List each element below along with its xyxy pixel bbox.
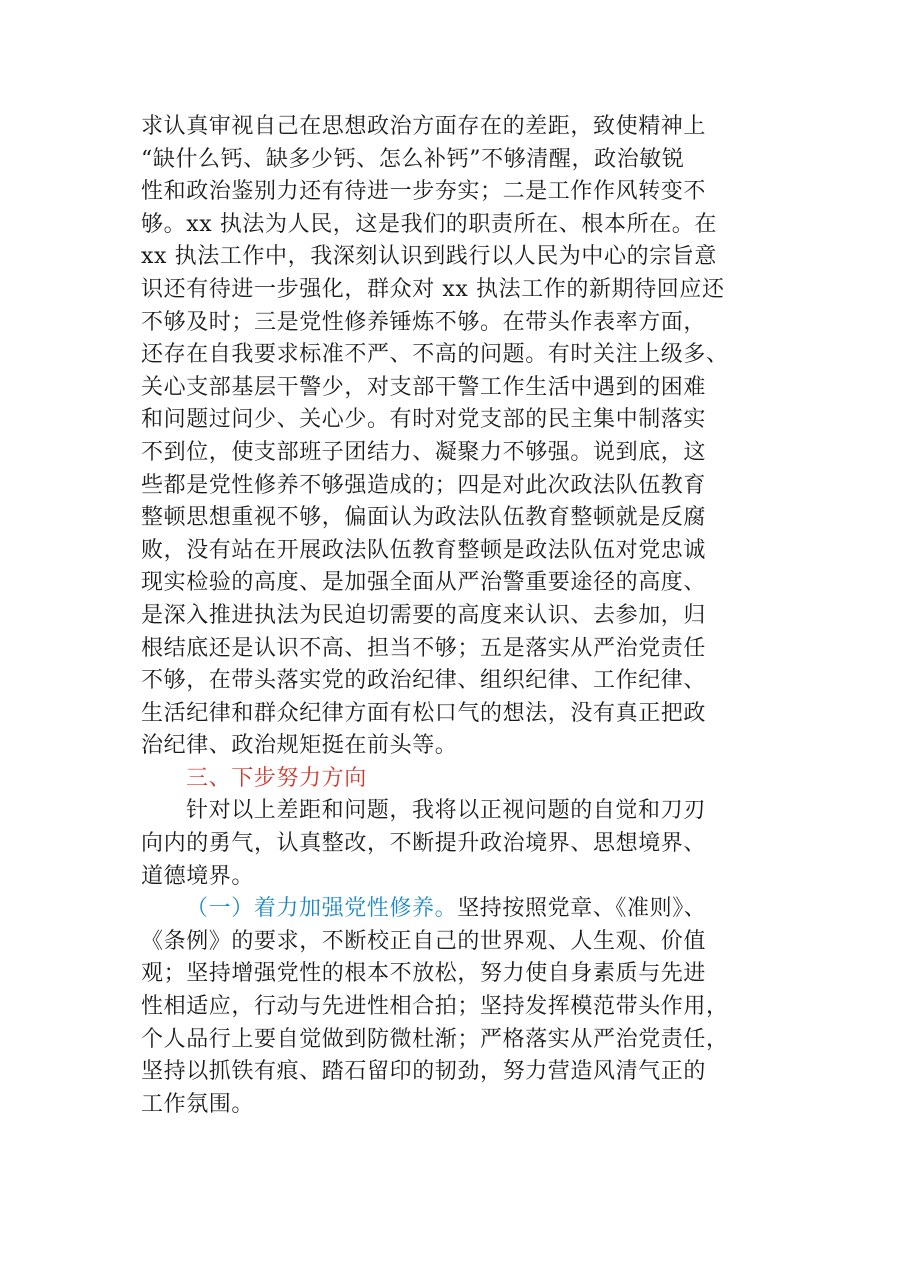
text-line: 向内的勇气，认真整改，不断提升政治境界、思想境界、	[141, 831, 707, 857]
text-line: 道德境界。	[141, 863, 255, 889]
text-line: 根结底还是认识不高、担当不够；五是落实从严治党责任	[141, 635, 707, 661]
paragraph-3	[141, 893, 771, 1121]
text-line: 治纪律、政治规矩挺在前头等。	[141, 733, 458, 759]
text-line: 现实检验的高度、是加强全面从严治警重要途径的高度、	[141, 570, 707, 596]
text-line: 观；坚持增强党性的根本不放松，努力使自身素质与先进	[141, 961, 707, 987]
text-line: 性和政治鉴别力还有待进一步夯实；二是工作作风转变不	[141, 179, 707, 205]
sub-heading: （一）着力加强党性修养。	[186, 896, 458, 922]
text-line: 求认真审视自己在思想政治方面存在的差距，致使精神上	[141, 114, 707, 139]
text-line: 针对以上差距和问题，我将以正视问题的自觉和刀刃	[186, 798, 706, 824]
text-line: “缺什么钙、缺多少钙、怎么补钙”不够清醒，政治敏锐	[141, 146, 685, 172]
text-line: 是深入推进执法为民迫切需要的高度来认识、去参加，归	[141, 602, 707, 628]
text-line: xx 执法工作中，我深刻认识到践行以人民为中心的宗旨意	[141, 244, 718, 270]
text-line: 个人品行上要自觉做到防微杜渐；严格落实从严治党责任，	[141, 1026, 729, 1052]
text-line: 性相适应，行动与先进性相合拍；坚持发挥模范带头作用，	[141, 994, 729, 1020]
text-line: 够。xx 执法为人民，这是我们的职责所在、根本所在。在	[141, 211, 718, 237]
section-heading: 三、下步努力方向	[186, 765, 367, 791]
text-line: 识还有待进一步强化，群众对 xx 执法工作的新期待回应还	[141, 276, 725, 302]
text-line: 工作氛围。	[141, 1091, 255, 1117]
text-line: 《条例》的要求，不断校正自己的世界观、人生观、价值	[141, 928, 707, 954]
text-line: 不到位，使支部班子团结力、凝聚力不够强。说到底，这	[141, 439, 707, 465]
text-line: 坚持以抓铁有痕、踏石留印的韧劲，努力营造风清气正的	[141, 1059, 707, 1085]
text-line: 些都是党性修养不够强造成的；四是对此次政法队伍教育	[141, 472, 707, 498]
text-line: 还存在自我要求标准不严、不高的问题。有时关注上级多、	[141, 342, 729, 368]
document-body	[141, 111, 771, 1121]
text-line: 不够，在带头落实党的政治纪律、组织纪律、工作纪律、	[141, 668, 707, 694]
text-line: 生活纪律和群众纪律方面有松口气的想法，没有真正把政	[141, 700, 707, 726]
text-line: 和问题过问少、关心少。有时对党支部的民主集中制落实	[141, 407, 707, 433]
text-line: 败，没有站在开展政法队伍教育整顿是政法队伍对党忠诚	[141, 537, 707, 563]
paragraph-3-first-line	[141, 893, 771, 926]
paragraph-1	[141, 111, 771, 763]
text-line: 整顿思想重视不够，偏面认为政法队伍教育整顿就是反腐	[141, 505, 707, 531]
text-line: 不够及时；三是党性修养锤炼不够。在带头作表率方面，	[141, 309, 707, 335]
text-span: 坚持按照党章、《准则》、	[457, 896, 707, 922]
paragraph-2	[141, 795, 771, 893]
text-line: 关心支部基层干警少，对支部干警工作生活中遇到的困难	[141, 374, 707, 400]
